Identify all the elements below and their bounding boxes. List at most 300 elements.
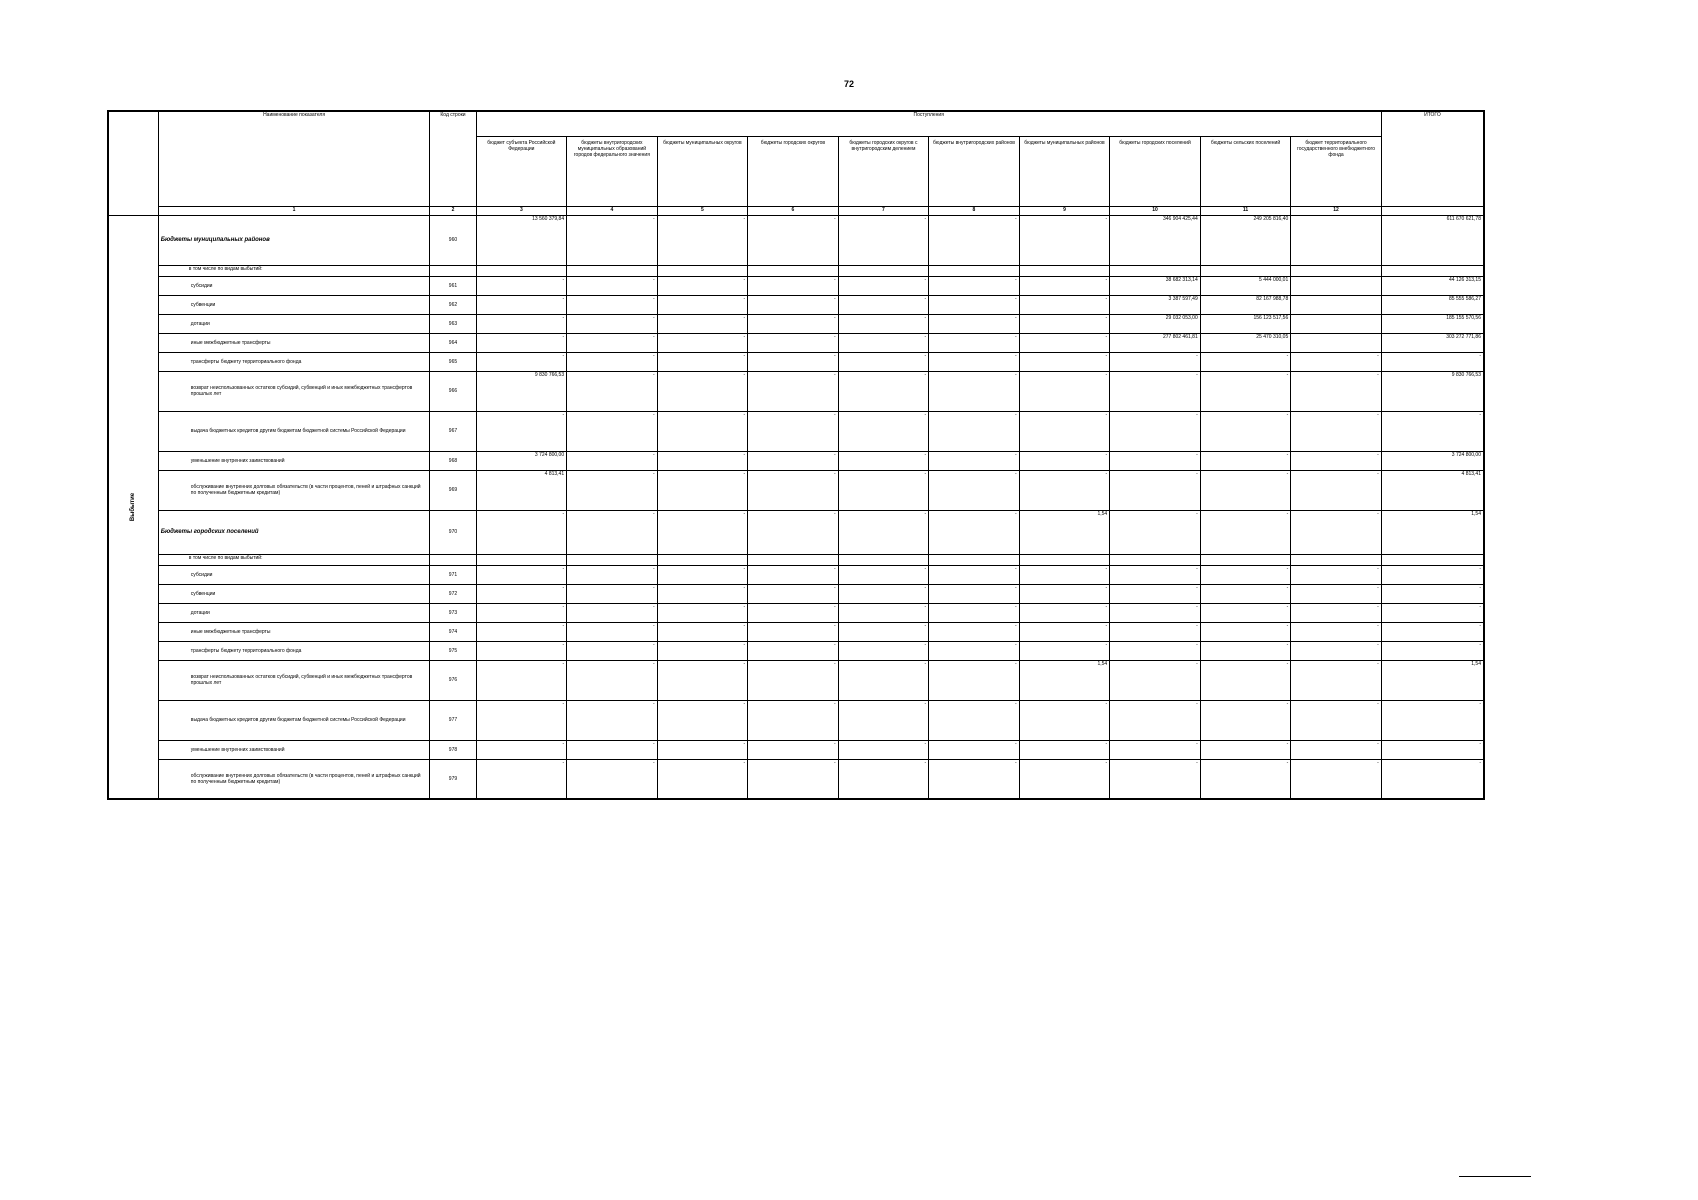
row-value: - — [1200, 565, 1291, 584]
row-value: - — [1291, 451, 1382, 470]
row-value — [838, 554, 929, 565]
row-value: - — [567, 314, 658, 333]
row-value: - — [657, 333, 748, 352]
row-value: - — [838, 352, 929, 371]
row-value: - — [838, 565, 929, 584]
row-value: - — [657, 641, 748, 660]
row-value: 4 813,41 — [476, 470, 567, 510]
row-value: 82 167 988,78 — [1200, 295, 1291, 314]
row-value: - — [1381, 759, 1484, 799]
row-code: 975 — [430, 641, 476, 660]
row-value: - — [567, 641, 658, 660]
row-value: 9 830 766,53 — [476, 371, 567, 411]
row-value: - — [838, 411, 929, 451]
row-value: - — [567, 584, 658, 603]
row-value: - — [748, 371, 839, 411]
row-value: - — [1110, 565, 1201, 584]
row-code: 965 — [430, 352, 476, 371]
row-value: - — [1291, 759, 1382, 799]
row-value: - — [929, 641, 1020, 660]
row-value: - — [657, 470, 748, 510]
row-value: - — [476, 660, 567, 700]
header-column-12: бюджет территориального государственного внебюджетного фонда — [1291, 136, 1382, 206]
row-value: - — [1200, 584, 1291, 603]
header-column-10: бюджеты городских поселений — [1110, 136, 1201, 206]
row-value: - — [1200, 603, 1291, 622]
table-row — [108, 265, 1484, 276]
row-value — [1291, 215, 1382, 265]
row-name: дотации — [158, 314, 430, 333]
header-column-9: бюджеты муниципальных районов — [1019, 136, 1110, 206]
table-row — [108, 314, 1484, 333]
row-code: 967 — [430, 411, 476, 451]
row-value: - — [476, 641, 567, 660]
row-value: - — [1110, 470, 1201, 510]
row-value: - — [657, 759, 748, 799]
row-value: - — [657, 740, 748, 759]
row-value — [476, 554, 567, 565]
row-name: выдача бюджетных кредитов другим бюджетам бюджетной системы Российской Федерации — [158, 700, 430, 740]
row-value: - — [748, 603, 839, 622]
table-row — [108, 660, 1484, 700]
row-value: - — [1110, 603, 1201, 622]
row-value: - — [929, 660, 1020, 700]
row-value: 44 126 313,15 — [1381, 276, 1484, 295]
row-name: уменьшение внутренних заимствований — [158, 740, 430, 759]
row-value: - — [1200, 352, 1291, 371]
column-number: 6 — [748, 206, 839, 215]
row-value: - — [748, 759, 839, 799]
row-name: трансферты бюджету территориального фонда — [158, 352, 430, 371]
row-value: - — [567, 740, 658, 759]
row-value: - — [1110, 660, 1201, 700]
row-value: - — [1019, 641, 1110, 660]
row-value: - — [1019, 740, 1110, 759]
row-value: - — [929, 700, 1020, 740]
row-value: - — [476, 603, 567, 622]
row-value: - — [748, 352, 839, 371]
row-value: - — [838, 510, 929, 554]
row-value: - — [657, 295, 748, 314]
row-value — [567, 265, 658, 276]
row-value: - — [1291, 565, 1382, 584]
row-value: - — [476, 584, 567, 603]
row-code — [430, 554, 476, 565]
row-value: - — [657, 565, 748, 584]
row-value — [1291, 314, 1382, 333]
row-value: - — [929, 314, 1020, 333]
row-value: - — [1381, 700, 1484, 740]
row-value: - — [1291, 700, 1382, 740]
row-name: иные межбюджетные трансферты — [158, 333, 430, 352]
row-value: - — [838, 314, 929, 333]
row-code: 968 — [430, 451, 476, 470]
row-value — [1019, 265, 1110, 276]
report-table — [107, 110, 1485, 800]
table-row — [108, 295, 1484, 314]
row-value: - — [1200, 700, 1291, 740]
row-value: - — [657, 451, 748, 470]
row-name: уменьшение внутренних заимствований — [158, 451, 430, 470]
row-value: - — [657, 411, 748, 451]
row-value: - — [1110, 700, 1201, 740]
row-value: - — [1200, 641, 1291, 660]
row-name: субсидии — [158, 565, 430, 584]
row-code: 966 — [430, 371, 476, 411]
column-number: 3 — [476, 206, 567, 215]
row-value: 4 813,41 — [1381, 470, 1484, 510]
row-name: возврат неиспользованных остатков субсидий, субвенций и иных межбюджетных трансфертов прошлых лет — [158, 660, 430, 700]
row-value: - — [476, 333, 567, 352]
row-code — [430, 265, 476, 276]
row-value: - — [476, 276, 567, 295]
row-name: возврат неиспользованных остатков субсидий, субвенций и иных межбюджетных трансфертов прошлых лет — [158, 371, 430, 411]
row-value: - — [929, 371, 1020, 411]
row-value: - — [1110, 451, 1201, 470]
header-total: ИТОГО — [1381, 111, 1484, 206]
row-value — [1110, 554, 1201, 565]
table-row — [108, 584, 1484, 603]
row-value: - — [657, 622, 748, 641]
row-name: иные межбюджетные трансферты — [158, 622, 430, 641]
row-value: - — [657, 215, 748, 265]
row-value: 346 904 425,44 — [1110, 215, 1201, 265]
header-column-3: бюджет субъекта Российской Федерации — [476, 136, 567, 206]
row-value: - — [567, 411, 658, 451]
row-value: - — [748, 333, 839, 352]
row-value: - — [838, 603, 929, 622]
row-value: - — [1019, 314, 1110, 333]
row-value: 611 670 621,78 — [1381, 215, 1484, 265]
row-value — [1291, 554, 1382, 565]
row-value: - — [838, 215, 929, 265]
row-value: - — [929, 584, 1020, 603]
table-row — [108, 622, 1484, 641]
row-name: в том числе по видам выбытий: — [158, 265, 430, 276]
table-row — [108, 641, 1484, 660]
row-value: - — [748, 411, 839, 451]
row-value: - — [1200, 510, 1291, 554]
row-value: - — [1381, 622, 1484, 641]
row-value: - — [748, 451, 839, 470]
row-value — [1381, 554, 1484, 565]
row-value — [657, 554, 748, 565]
table-row — [108, 371, 1484, 411]
row-value: - — [1291, 510, 1382, 554]
table-row — [108, 700, 1484, 740]
row-value: - — [748, 622, 839, 641]
row-value: - — [1200, 470, 1291, 510]
row-value: - — [567, 352, 658, 371]
row-value: - — [1110, 371, 1201, 411]
side-label — [108, 215, 158, 799]
row-value: - — [1291, 411, 1382, 451]
header-code: Код строки — [430, 111, 476, 206]
row-value: - — [1019, 371, 1110, 411]
row-name: субвенции — [158, 295, 430, 314]
row-value: - — [838, 740, 929, 759]
row-value — [1291, 295, 1382, 314]
row-value: - — [476, 352, 567, 371]
row-value: - — [657, 276, 748, 295]
row-value: - — [929, 603, 1020, 622]
row-value: - — [1291, 622, 1382, 641]
table-row — [108, 470, 1484, 510]
table-row — [108, 565, 1484, 584]
row-value: 3 724 800,00 — [476, 451, 567, 470]
row-value: - — [1019, 759, 1110, 799]
row-value: - — [567, 660, 658, 700]
column-number: 9 — [1019, 206, 1110, 215]
row-value — [1200, 265, 1291, 276]
row-name: Бюджеты городских поселений — [158, 510, 430, 554]
side-column-top — [108, 111, 158, 215]
column-number: 4 — [567, 206, 658, 215]
row-value — [567, 554, 658, 565]
row-value: - — [838, 276, 929, 295]
row-value: - — [929, 352, 1020, 371]
row-value: - — [567, 215, 658, 265]
row-value: - — [1381, 641, 1484, 660]
row-value: - — [838, 333, 929, 352]
header-column-8: бюджеты внутригородских районов — [929, 136, 1020, 206]
row-value: - — [929, 470, 1020, 510]
row-value — [748, 554, 839, 565]
row-name: в том числе по видам выбытий: — [158, 554, 430, 565]
row-value: - — [1110, 641, 1201, 660]
row-value: - — [748, 740, 839, 759]
row-value — [929, 554, 1020, 565]
row-value: - — [748, 700, 839, 740]
row-value: - — [1291, 352, 1382, 371]
row-value: - — [567, 565, 658, 584]
row-value: - — [657, 371, 748, 411]
row-value: - — [1019, 470, 1110, 510]
signature-line — [1459, 1176, 1531, 1177]
row-value: - — [476, 622, 567, 641]
row-code: 974 — [430, 622, 476, 641]
row-value: - — [838, 622, 929, 641]
row-value: - — [748, 660, 839, 700]
row-value — [1291, 265, 1382, 276]
row-name: дотации — [158, 603, 430, 622]
row-value: - — [567, 371, 658, 411]
row-value — [1291, 276, 1382, 295]
row-value: - — [476, 759, 567, 799]
side-label-text: Выбытие — [130, 492, 137, 521]
row-value: - — [1019, 295, 1110, 314]
row-value: - — [929, 622, 1020, 641]
row-value: - — [929, 510, 1020, 554]
row-value: - — [1110, 352, 1201, 371]
row-value: - — [838, 759, 929, 799]
row-value: - — [748, 470, 839, 510]
row-value: 156 123 517,56 — [1200, 314, 1291, 333]
column-number: 11 — [1200, 206, 1291, 215]
row-value — [1110, 265, 1201, 276]
table-row — [108, 276, 1484, 295]
row-value: - — [657, 584, 748, 603]
table-row — [108, 510, 1484, 554]
row-value: 277 802 461,81 — [1110, 333, 1201, 352]
row-value: - — [929, 333, 1020, 352]
row-value: - — [838, 451, 929, 470]
row-value: - — [1200, 411, 1291, 451]
row-value: 38 682 313,14 — [1110, 276, 1201, 295]
row-value: 13 560 379,84 — [476, 215, 567, 265]
column-number: 5 — [657, 206, 748, 215]
row-name: обслуживание внутренних долговых обязательств (в части процентов, пеней и штрафных санкций по полученным бюджетным кредитам) — [158, 759, 430, 799]
row-value: 5 444 000,01 — [1200, 276, 1291, 295]
row-value: - — [1200, 451, 1291, 470]
row-value: - — [1019, 276, 1110, 295]
row-name: обслуживание внутренних долговых обязательств (в части процентов, пеней и штрафных санкций по полученным бюджетным кредитам) — [158, 470, 430, 510]
row-value: - — [1019, 603, 1110, 622]
header-column-11: бюджеты сельских поселений — [1200, 136, 1291, 206]
header-name: Наименование показателя — [158, 111, 430, 206]
row-value: 85 555 586,27 — [1381, 295, 1484, 314]
row-value: - — [476, 700, 567, 740]
table-row — [108, 352, 1484, 371]
row-value: - — [567, 603, 658, 622]
row-value: - — [1110, 584, 1201, 603]
row-value: - — [838, 295, 929, 314]
header-receipts: Поступления — [476, 111, 1381, 136]
row-value: - — [567, 510, 658, 554]
row-name: Бюджеты муниципальных районов — [158, 215, 430, 265]
row-value — [1019, 554, 1110, 565]
row-value: - — [1019, 352, 1110, 371]
row-value: - — [929, 740, 1020, 759]
row-value: - — [1019, 565, 1110, 584]
row-value — [1291, 333, 1382, 352]
row-value: 1,54 — [1381, 510, 1484, 554]
row-value: - — [748, 584, 839, 603]
row-value: 1,54 — [1019, 660, 1110, 700]
row-value: - — [1291, 641, 1382, 660]
row-value — [657, 265, 748, 276]
row-value: - — [476, 510, 567, 554]
row-value: 25 470 310,05 — [1200, 333, 1291, 352]
table-row — [108, 215, 1484, 265]
row-value: - — [657, 510, 748, 554]
table-row — [108, 759, 1484, 799]
row-value: 249 205 816,40 — [1200, 215, 1291, 265]
row-value: - — [1110, 759, 1201, 799]
row-value: - — [748, 510, 839, 554]
column-number: 8 — [929, 206, 1020, 215]
row-value: 3 724 800,00 — [1381, 451, 1484, 470]
row-value: - — [748, 215, 839, 265]
row-value: 1,54 — [1019, 510, 1110, 554]
table-row — [108, 603, 1484, 622]
column-number: 2 — [430, 206, 476, 215]
row-value: 9 830 766,53 — [1381, 371, 1484, 411]
row-code: 970 — [430, 510, 476, 554]
row-value: - — [476, 740, 567, 759]
row-code: 972 — [430, 584, 476, 603]
row-name: субсидии — [158, 276, 430, 295]
column-number: 7 — [838, 206, 929, 215]
row-code: 960 — [430, 215, 476, 265]
row-value: - — [1019, 700, 1110, 740]
row-value: - — [1200, 622, 1291, 641]
row-value — [1381, 265, 1484, 276]
column-number: 12 — [1291, 206, 1382, 215]
row-value: - — [1381, 352, 1484, 371]
row-value: - — [476, 314, 567, 333]
row-value: - — [476, 565, 567, 584]
row-value: - — [1200, 660, 1291, 700]
row-value: - — [1019, 584, 1110, 603]
row-value — [476, 265, 567, 276]
row-value: - — [657, 700, 748, 740]
table-row — [108, 554, 1484, 565]
row-value: - — [748, 295, 839, 314]
row-value — [838, 265, 929, 276]
row-value: - — [838, 700, 929, 740]
row-value: - — [929, 215, 1020, 265]
row-value: - — [929, 295, 1020, 314]
row-value: - — [748, 276, 839, 295]
page-number: 72 — [843, 79, 854, 89]
row-code: 961 — [430, 276, 476, 295]
row-value: - — [838, 584, 929, 603]
row-value: - — [748, 314, 839, 333]
row-code: 964 — [430, 333, 476, 352]
row-value: - — [567, 276, 658, 295]
column-number: 10 — [1110, 206, 1201, 215]
row-value: - — [1200, 740, 1291, 759]
row-code: 971 — [430, 565, 476, 584]
row-value: - — [929, 759, 1020, 799]
row-value: - — [929, 565, 1020, 584]
row-value: - — [1381, 411, 1484, 451]
table-row — [108, 411, 1484, 451]
row-code: 977 — [430, 700, 476, 740]
row-value: - — [838, 371, 929, 411]
row-value — [1200, 554, 1291, 565]
row-value: 1,54 — [1381, 660, 1484, 700]
row-value: - — [1019, 215, 1110, 265]
row-value — [929, 265, 1020, 276]
row-value — [748, 265, 839, 276]
column-number — [1381, 206, 1484, 215]
row-value: - — [1291, 740, 1382, 759]
row-value: - — [838, 641, 929, 660]
row-value: - — [1019, 451, 1110, 470]
row-name: трансферты бюджету территориального фонда — [158, 641, 430, 660]
row-code: 963 — [430, 314, 476, 333]
row-value: - — [476, 411, 567, 451]
row-code: 969 — [430, 470, 476, 510]
row-value: - — [1019, 622, 1110, 641]
row-value: - — [1110, 510, 1201, 554]
row-value: - — [929, 276, 1020, 295]
row-code: 979 — [430, 759, 476, 799]
row-value: - — [567, 451, 658, 470]
row-value: 185 155 570,56 — [1381, 314, 1484, 333]
row-value: 3 387 597,49 — [1110, 295, 1201, 314]
row-code: 978 — [430, 740, 476, 759]
row-value: - — [567, 470, 658, 510]
row-value: - — [1291, 603, 1382, 622]
row-value: - — [657, 314, 748, 333]
row-value: - — [1019, 333, 1110, 352]
table-row — [108, 333, 1484, 352]
row-value: - — [929, 451, 1020, 470]
row-value: - — [1381, 740, 1484, 759]
